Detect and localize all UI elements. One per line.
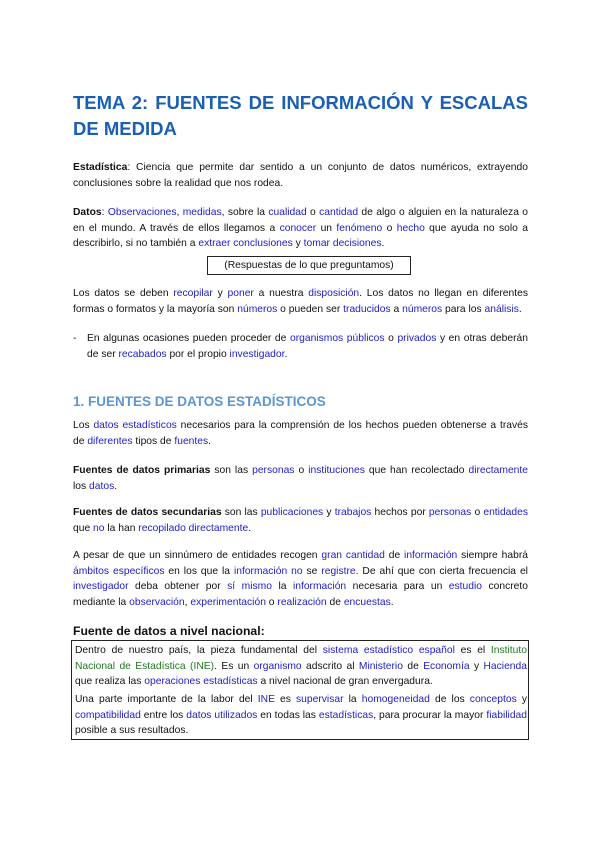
document-title: TEMA 2: FUENTES DE INFORMACIÓN Y ESCALAS DE MEDIDA xyxy=(73,92,528,139)
paragraph-ine-labor: Una parte importante de la labor del INE es supervisar la homogeneidad de los conceptos y compatibilidad entre los datos utilizados en todas las estadísticas, para procurar la mayor fiabilidad posible a sus resultados. xyxy=(75,694,528,737)
section-1-heading: 1. FUENTES DE DATOS ESTADÍSTICOS xyxy=(73,394,326,409)
definition-estadistica: Estadística: Ciencia que permite dar sentido a un conjunto de datos numéricos, extrayendo conclusiones sobre la realidad que nos rodea. xyxy=(73,162,528,189)
boxed-section-nacional xyxy=(71,640,529,740)
paragraph-a-pesar: A pesar de que un sinnúmero de entidades recogen gran cantidad de información siempre habrá ámbitos específicos en los que la información no se registre. De ahí que con cierta frecuencia el investigador deba obtener por sí mismo la información necesaria para un estudio concreto mediante la observación, experimentación o realización de encuestas. xyxy=(73,550,528,608)
paragraph-fuentes-intro: Los datos estadísticos necesarios para la comprensión de los hechos pueden obtenerse a través de diferentes tipos de fuentes. xyxy=(73,420,528,447)
list-item-origen: - En algunas ocasiones pueden proceder de organismos públicos o privados y en otras deberán de ser recabados por el propio investigador. xyxy=(73,333,528,360)
subsection-nacional-heading: Fuente de datos a nivel nacional: xyxy=(73,624,265,638)
term-estadistica: Estadística xyxy=(73,162,128,173)
list-bullet: - xyxy=(73,333,77,344)
definition-datos: Datos: Observaciones, medidas, sobre la cualidad o cantidad de algo o alguien en la naturaleza o en el mundo. A través de ellos llegamos a conocer un fenómeno o hecho que ayuda no solo a describirlo, si no también a extraer conclusiones y tomar decisiones. xyxy=(73,207,529,250)
paragraph-recopilar: Los datos se deben recopilar y poner a nuestra disposición. Los datos no llegan en diferentes formas o formatos y la mayoría son números o pueden ser traducidos a números para los análisis. xyxy=(73,288,528,315)
definition-fuentes-primarias: Fuentes de datos primarias son las personas o instituciones que han recolectado directamente los datos. xyxy=(73,465,528,492)
definition-fuentes-secundarias: Fuentes de datos secundarias son las publicaciones y trabajos hechos por personas o entidades que no la han recopilado directamente. xyxy=(73,507,529,534)
boxed-note: (Respuestas de lo que preguntamos) xyxy=(207,256,411,275)
paragraph-ine-intro: Dentro de nuestro país, la pieza fundamental del sistema estadístico español es el Instituto Nacional de Estadística (INE). Es un organismo adscrito al Ministerio de Economía y Hacienda que realiza las operaciones estadísticas a nivel nacional de gran envergadura. xyxy=(75,645,527,688)
